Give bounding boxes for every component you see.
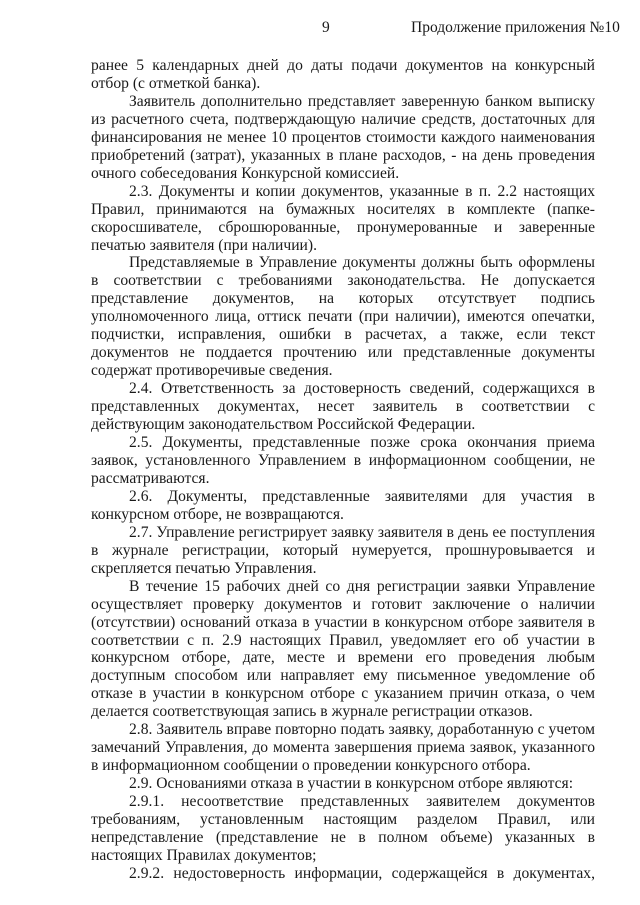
paragraph: ранее 5 календарных дней до даты подачи документов на конкурсный отбор (с отметкой банка). [91, 57, 595, 92]
page-header [0, 19, 640, 41]
paragraph: Представляемые в Управление документы должны быть оформлены в соответствии с требованиями законодательства. Не допускается представление документов, на которых отсутствует подпись уполномоченного лица, оттиск печати (при наличии), имеются опечатки, подчистки, исправления, ошибки в расчетах, а также, если текст документов не поддается прочтению или представленные документы содержат противоречивые сведения. [91, 254, 595, 380]
paragraph: В течение 15 рабочих дней со дня регистрации заявки Управление осуществляет проверку документов и готовит заключение о наличии (отсутствии) оснований отказа в участии в конкурсном отборе заявителя в соответствии с п. 2.9 настоящих Правил, уведомляет его об участии в конкурсном отборе, дате, месте и времени его проведения любым доступным способом или направляет ему письменное уведомление об отказе в участии в конкурсном отборе с указанием причин отказа, о чем делается соответствующая запись в журнале регистрации отказов. [91, 577, 595, 721]
paragraph: 2.9.2. недостоверность информации, содержащейся в документах, [129, 864, 595, 882]
paragraph: 2.9. Основаниями отказа в участии в конкурсном отборе являются: [129, 775, 574, 793]
header-title: Продолжение приложения №10 [411, 19, 620, 36]
paragraph: 2.3. Документы и копии документов, указанные в п. 2.2 настоящих Правил, принимаются на бумажных носителях в комплекте (папке-скоросшивателе, сброшюрованные, пронумерованные и заверенные печатью заявителя (при наличии). [91, 182, 595, 254]
paragraph: 2.4. Ответственность за достоверность сведений, содержащихся в представленных документах, несет заявитель в соответствии с действующим законодательством Российской Федерации. [91, 380, 595, 434]
paragraph: 2.5. Документы, представленные позже срока окончания приема заявок, установленного Управлением в информационном сообщении, не рассматриваются. [91, 434, 595, 487]
paragraph: 2.6. Документы, представленные заявителями для участия в конкурсном отборе, не возвращаются. [91, 487, 595, 523]
paragraph: Заявитель дополнительно представляет заверенную банком выписку из расчетного счета, подтверждающую наличие средств, достаточных для финансирования не менее 10 процентов стоимости каждого наименования приобретений (затрат), указанных в плане расходов, - на день проведения очного собеседования Конкурсной комиссией. [91, 92, 595, 182]
paragraph: 2.8. Заявитель вправе повторно подать заявку, доработанную с учетом замечаний Управления, до момента завершения приема заявок, указанного в информационном сообщении о проведении конкурсного отбора. [91, 721, 595, 775]
paragraph: 2.7. Управление регистрирует заявку заявителя в день ее поступления в журнале регистрации, который нумеруется, прошнуровывается и скрепляется печатью Управления. [91, 523, 595, 577]
page-number: 9 [322, 19, 330, 36]
document-body [91, 57, 595, 883]
paragraph: 2.9.1. несоответствие представленных заявителем документов требованиям, установленным настоящим разделом Правил, или непредставление (представление не в полном объеме) указанных в настоящих Правилах документов; [91, 793, 595, 864]
